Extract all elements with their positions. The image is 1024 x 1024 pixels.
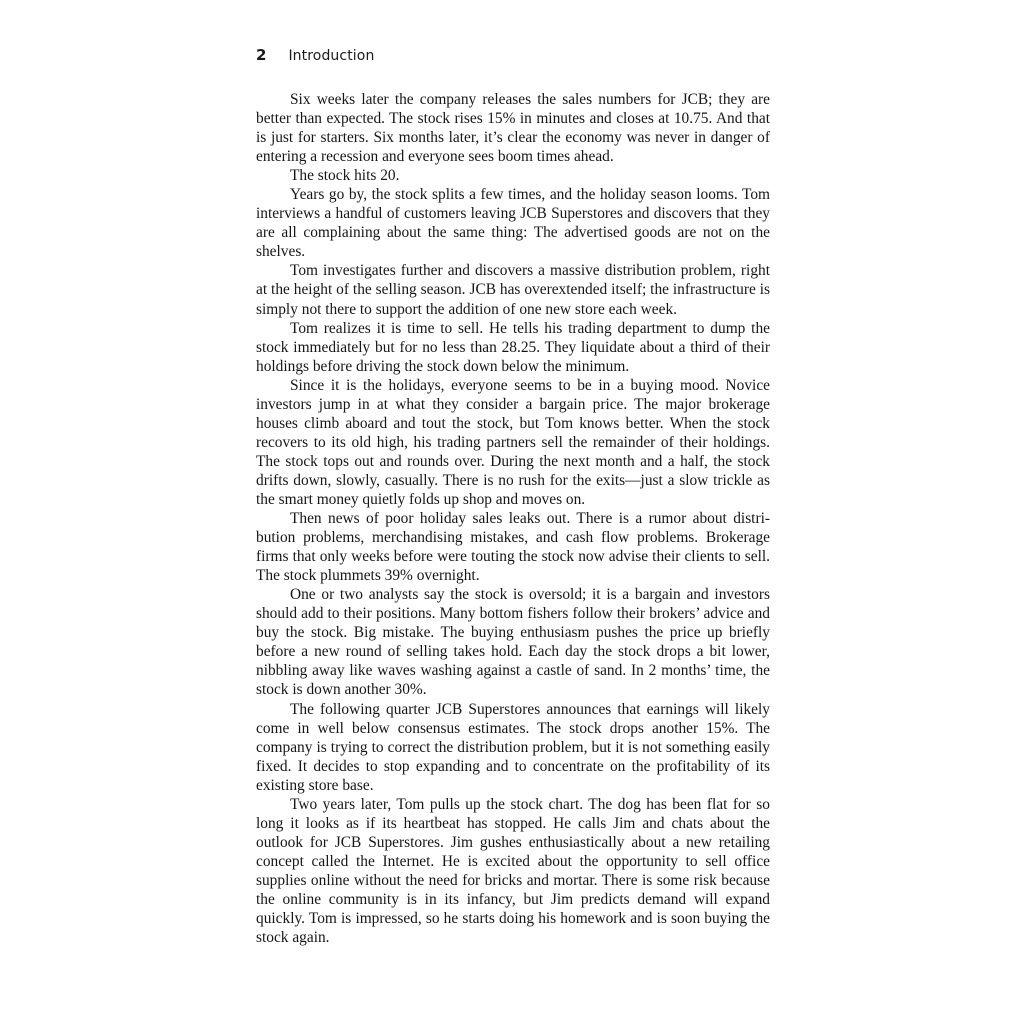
paragraph: Then news of poor holiday sales leaks out. There is a rumor about distribution problems, merchandising mistakes, and cash flow problems. Brokerage firms that only weeks before were touting the stock now advise their clients to sell. The stock plummets 39% overnight. [256,510,770,585]
paragraph: Tom realizes it is time to sell. He tells his trading department to dump the stock immediately but for no less than 28.25. They liquidate about a third of their holdings before driving the stock down below the minimum. [256,319,770,375]
running-head [256,46,374,70]
paragraph: The following quarter JCB Superstores announces that earnings will likely come in well below consensus estimates. The stock drops another 15%. The company is trying to correct the distribution problem, but it is not something easily fixed. It decides to stop expanding and to concentrate on the profitability of its existing store base. [256,700,770,794]
paragraph: Since it is the holidays, everyone seems to be in a buying mood. Novice investors jump in at what they consider a bargain price. The major brokerage houses climb aboard and tout the stock, but Tom knows better. When the stock recovers to its old high, his trading partners sell the remainder of their holdings. The stock tops out and rounds over. During the next month and a half, the stock drifts down, slowly, casually. There is no rush for the exits—just a slow trickle as the smart money quietly folds up shop and moves on. [256,376,770,508]
paragraph: One or two analysts say the stock is oversold; it is a bargain and investors should add to their positions. Many bottom fishers follow their brokers’ advice and buy the stock. Big mistake. The buying enthusiasm pushes the price up briefly before a new round of selling takes hold. Each day the stock drops a bit lower, nibbling away like waves washing against a castle of sand. In 2 months’ time, the stock is down another 30%. [256,586,770,699]
paragraph: Two years later, Tom pulls up the stock chart. The dog has been flat for so long it looks as if its heartbeat has stopped. He calls Jim and chats about the outlook for JCB Superstores. Jim gushes enthusiastically about a new retailing concept called the Internet. He is excited about the opportunity to sell office supplies online without the need for bricks and mortar. There is some risk because the online community is in its infancy, but Jim predicts demand will expand quickly. Tom is impressed, so he starts doing his homework and is soon buying the stock again. [256,795,770,947]
paragraph: The stock hits 20. [290,167,400,185]
page-number: 2 [256,46,267,64]
body-text [256,90,770,947]
paragraph: Six weeks later the company releases the sales numbers for JCB; they are better than expected. The stock rises 15% in minutes and closes at 10.75. And that is just for starters. Six months later, it’s clear the economy was never in danger of entering a recession and everyone sees boom times ahead. [256,91,770,166]
chapter-title: Introduction [288,48,375,64]
paragraph: Years go by, the stock splits a few times, and the holiday season looms. Tom interviews a handful of customers leaving JCB Superstores and discovers that they are all complaining about the same thing: The advertised goods are not on the shelves. [256,186,770,261]
paragraph: Tom investigates further and discovers a massive distribution problem, right at the height of the selling season. JCB has overextended itself; the infrastructure is simply not there to support the addition of one new store each week. [256,262,770,318]
